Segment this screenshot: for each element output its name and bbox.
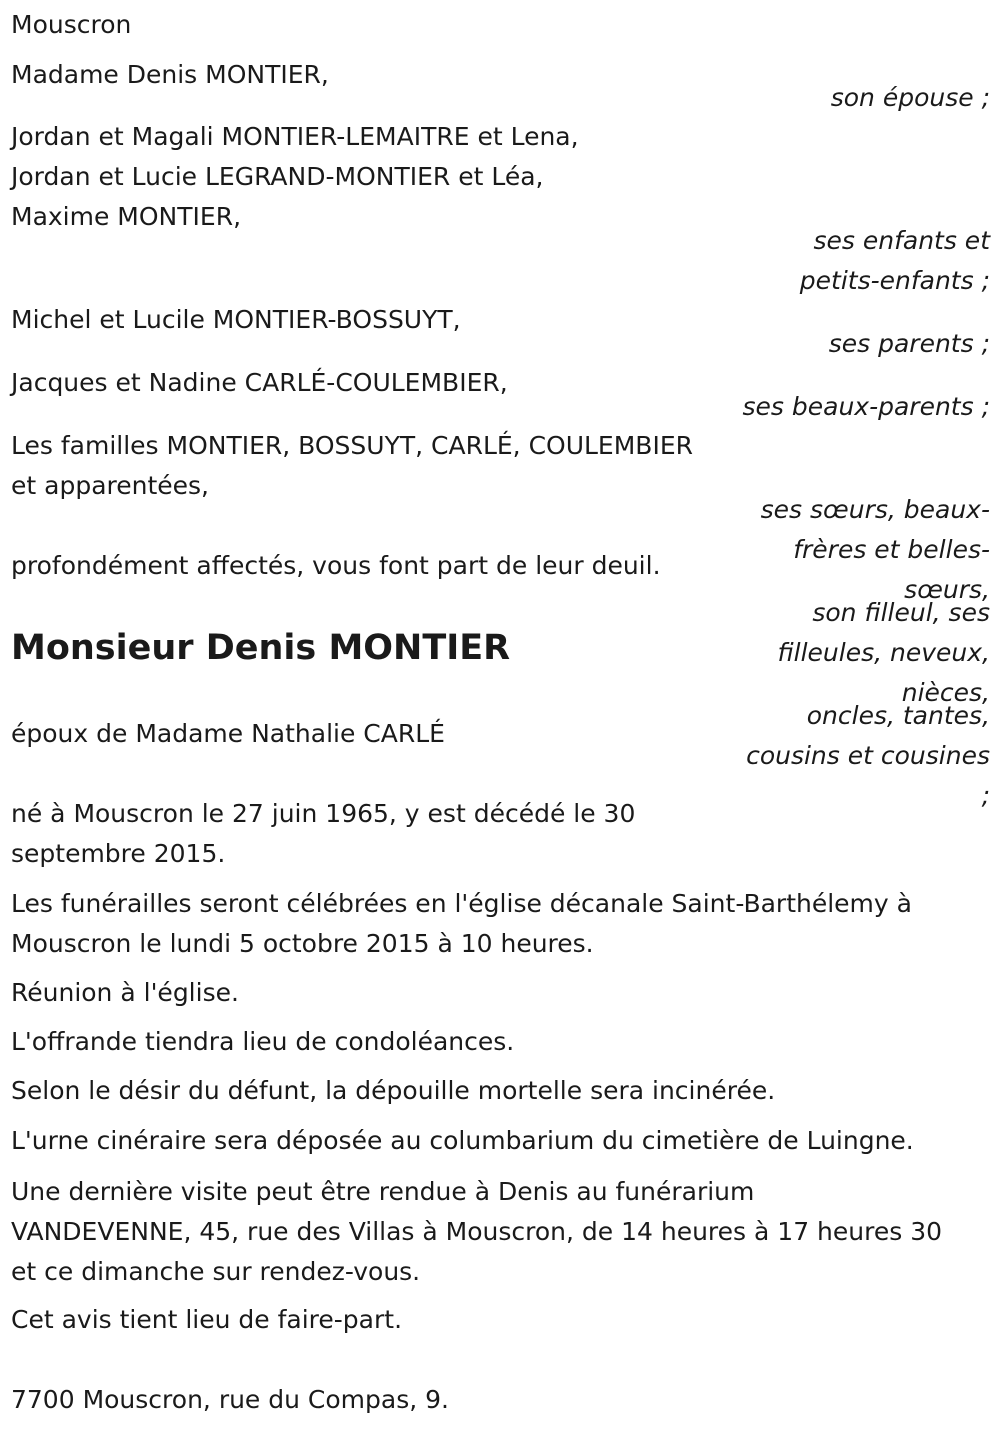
city-heading: Mouscron [11, 10, 132, 39]
godchildren-role: son filleul, ses [812, 598, 990, 627]
notice-text: Cet avis tient lieu de faire-part. [11, 1305, 403, 1334]
godchildren-role: nièces, [901, 678, 990, 707]
relatives-role: cousins et cousines [746, 741, 990, 770]
visit-line: et ce dimanche sur rendez-vous. [11, 1257, 421, 1286]
relatives-role: oncles, tantes, [806, 701, 990, 730]
relatives-role: ; [981, 781, 990, 810]
godchildren-role: filleules, neveux, [777, 638, 990, 667]
deceased-spouse: époux de Madame Nathalie CARLÉ [11, 719, 445, 748]
siblings-role: frères et belles- [793, 535, 990, 564]
announcement-text: profondément affectés, vous font part de leur deuil. [11, 551, 661, 580]
birth-death-line: septembre 2015. [11, 839, 226, 868]
funeral-line: Mouscron le lundi 5 octobre 2015 à 10 heures. [11, 929, 594, 958]
offering-text: L'offrande tiendra lieu de condoléances. [11, 1027, 515, 1056]
parents-role: ses parents ; [828, 329, 990, 358]
children-line: Maxime MONTIER, [11, 202, 242, 231]
funeral-line: Les funérailles seront célébrées en l'église décanale Saint-Barthélemy à [11, 889, 912, 918]
birth-death-line: né à Mouscron le 27 juin 1965, y est décédé le 30 [11, 799, 636, 828]
footer-address: 7700 Mouscron, rue du Compas, 9. [11, 1385, 449, 1414]
urn-text: L'urne cinéraire sera déposée au columbarium du cimetière de Luingne. [11, 1126, 914, 1155]
families-line: Les familles MONTIER, BOSSUYT, CARLÉ, COULEMBIER [11, 431, 693, 460]
children-role: petits-enfants ; [799, 266, 990, 295]
siblings-role: sœurs, [904, 575, 990, 604]
parents-name: Michel et Lucile MONTIER-BOSSUYT, [11, 305, 461, 334]
spouse-role: son épouse ; [830, 83, 990, 112]
cremation-text: Selon le désir du défunt, la dépouille mortelle sera incinérée. [11, 1076, 776, 1105]
children-line: Jordan et Lucie LEGRAND-MONTIER et Léa, [11, 162, 544, 191]
families-line: et apparentées, [11, 471, 209, 500]
visit-line: VANDEVENNE, 45, rue des Villas à Mouscron, de 14 heures à 17 heures 30 [11, 1217, 943, 1246]
inlaws-role: ses beaux-parents ; [742, 392, 990, 421]
inlaws-name: Jacques et Nadine CARLÉ-COULEMBIER, [11, 368, 508, 397]
spouse-name: Madame Denis MONTIER, [11, 60, 329, 89]
siblings-role: ses sœurs, beaux- [760, 495, 990, 524]
deceased-name: Monsieur Denis MONTIER [11, 628, 511, 668]
visit-line: Une dernière visite peut être rendue à Denis au funérarium [11, 1177, 755, 1206]
children-role: ses enfants et [813, 226, 990, 255]
children-line: Jordan et Magali MONTIER-LEMAITRE et Lena, [11, 122, 579, 151]
meeting-text: Réunion à l'église. [11, 978, 239, 1007]
